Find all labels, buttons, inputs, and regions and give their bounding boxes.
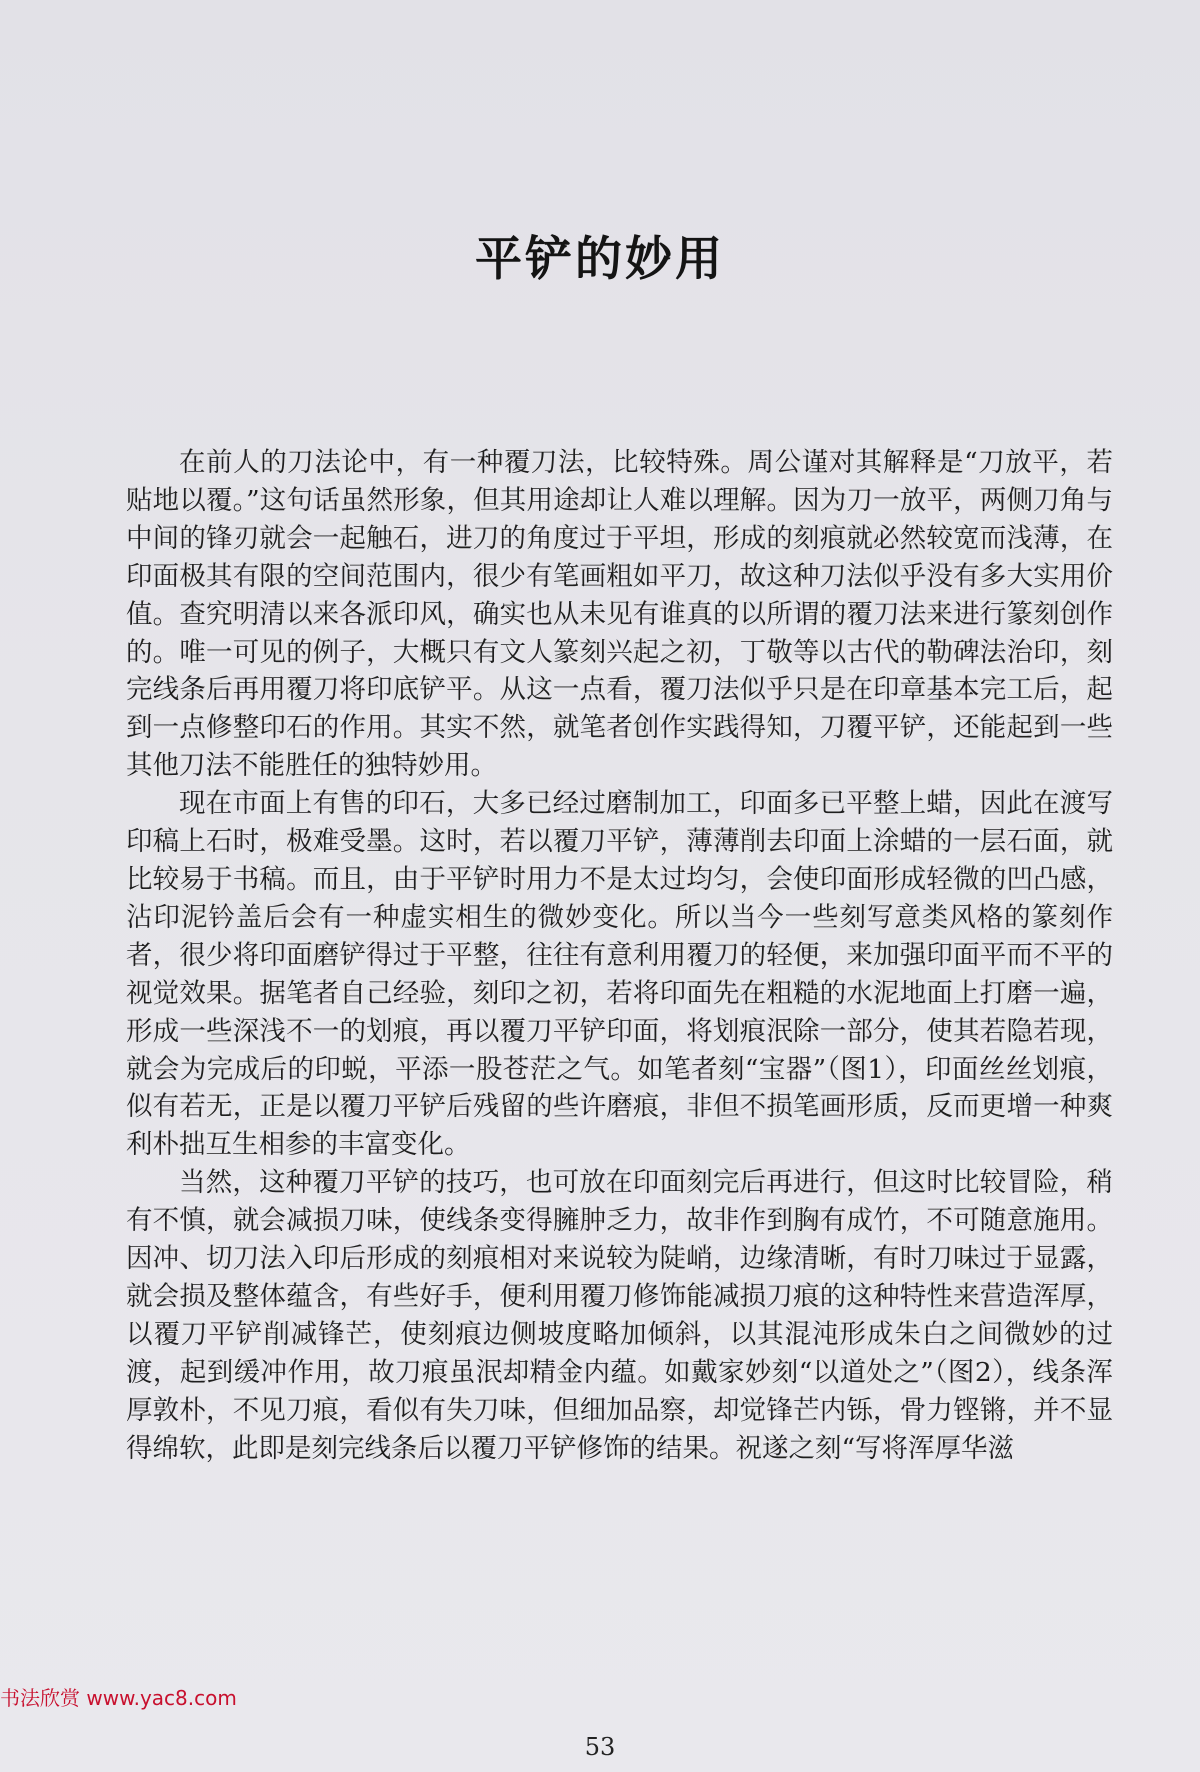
site-watermark: 书法欣赏 www.yac8.com xyxy=(0,1686,237,1710)
paragraph-2: 现在市面上有售的印石，大多已经过磨制加工，印面多已平整上蜡，因此在渡写印稿上石时，极难受墨。这时，若以覆刀平铲，薄薄削去印面上涂蜡的一层石面，就比较易于书稿。而且，由于平铲时用力不是太过均匀，会使印面形成轻微的凹凸感，沾印泥钤盖后会有一种虚实相生的微妙变化。所以当今一些刻写意类风格的篆刻作者，很少将印面磨铲得过于平整，往往有意利用覆刀的轻便，来加强印面平而不平的视觉效果。据笔者自己经验，刻印之初，若将印面先在粗糙的水泥地面上打磨一遍，形成一些深浅不一的划痕，再以覆刀平铲印面，将划痕泯除一部分，使其若隐若现，就会为完成后的印蜕，平添一股苍茫之气。如笔者刻“宝器”（图1），印面丝丝划痕，似有若无，正是以覆刀平铲后残留的些许磨痕，非但不损笔画形质，反而更增一种爽利朴拙互生相参的丰富变化。 xyxy=(126,788,1113,1161)
page-number: 53 xyxy=(584,1733,616,1761)
paragraph-3: 当然，这种覆刀平铲的技巧，也可放在印面刻完后再进行，但这时比较冒险，稍有不慎，就会减损刀味，使线条变得臃肿乏力，故非作到胸有成竹，不可随意施用。因冲、切刀法入印后形成的刻痕相对来说较为陡峭，边缘清晰，有时刀味过于显露，就会损及整体蕴含，有些好手，便利用覆刀修饰能减损刀痕的这种特性来营造浑厚，以覆刀平铲削减锋芒，使刻痕边侧坡度略加倾斜，以其混沌形成朱白之间微妙的过渡，起到缓冲作用，故刀痕虽泯却精金内蕴。如戴家妙刻“以道处之”（图2），线条浑厚敦朴，不见刀痕，看似有失刀味，但细加品察，却觉锋芒内铄，骨力铿锵，并不显得绵软，此即是刻完线条后以覆刀平铲修饰的结果。祝遂之刻“写将浑厚华滋 xyxy=(126,1167,1113,1464)
article-body xyxy=(126,444,1113,1467)
page-title: 平铲的妙用 xyxy=(475,232,725,287)
paragraph-1: 在前人的刀法论中，有一种覆刀法，比较特殊。周公谨对其解释是“刀放平，若贴地以覆。”这句话虽然形象，但其用途却让人难以理解。因为刀一放平，两侧刀角与中间的锋刃就会一起触石，进刀的角度过于平坦，形成的刻痕就必然较宽而浅薄，在印面极其有限的空间范围内，很少有笔画粗如平刀，故这种刀法似乎没有多大实用价值。查究明清以来各派印风，确实也从未见有谁真的以所谓的覆刀法来进行篆刻创作的。唯一可见的例子，大概只有文人篆刻兴起之初，丁敬等以古代的勒碑法治印，刻完线条后再用覆刀将印底铲平。从这一点看，覆刀法似乎只是在印章基本完工后，起到一点修整印石的作用。其实不然，就笔者创作实践得知，刀覆平铲，还能起到一些其他刀法不能胜任的独特妙用。 xyxy=(126,447,1113,782)
